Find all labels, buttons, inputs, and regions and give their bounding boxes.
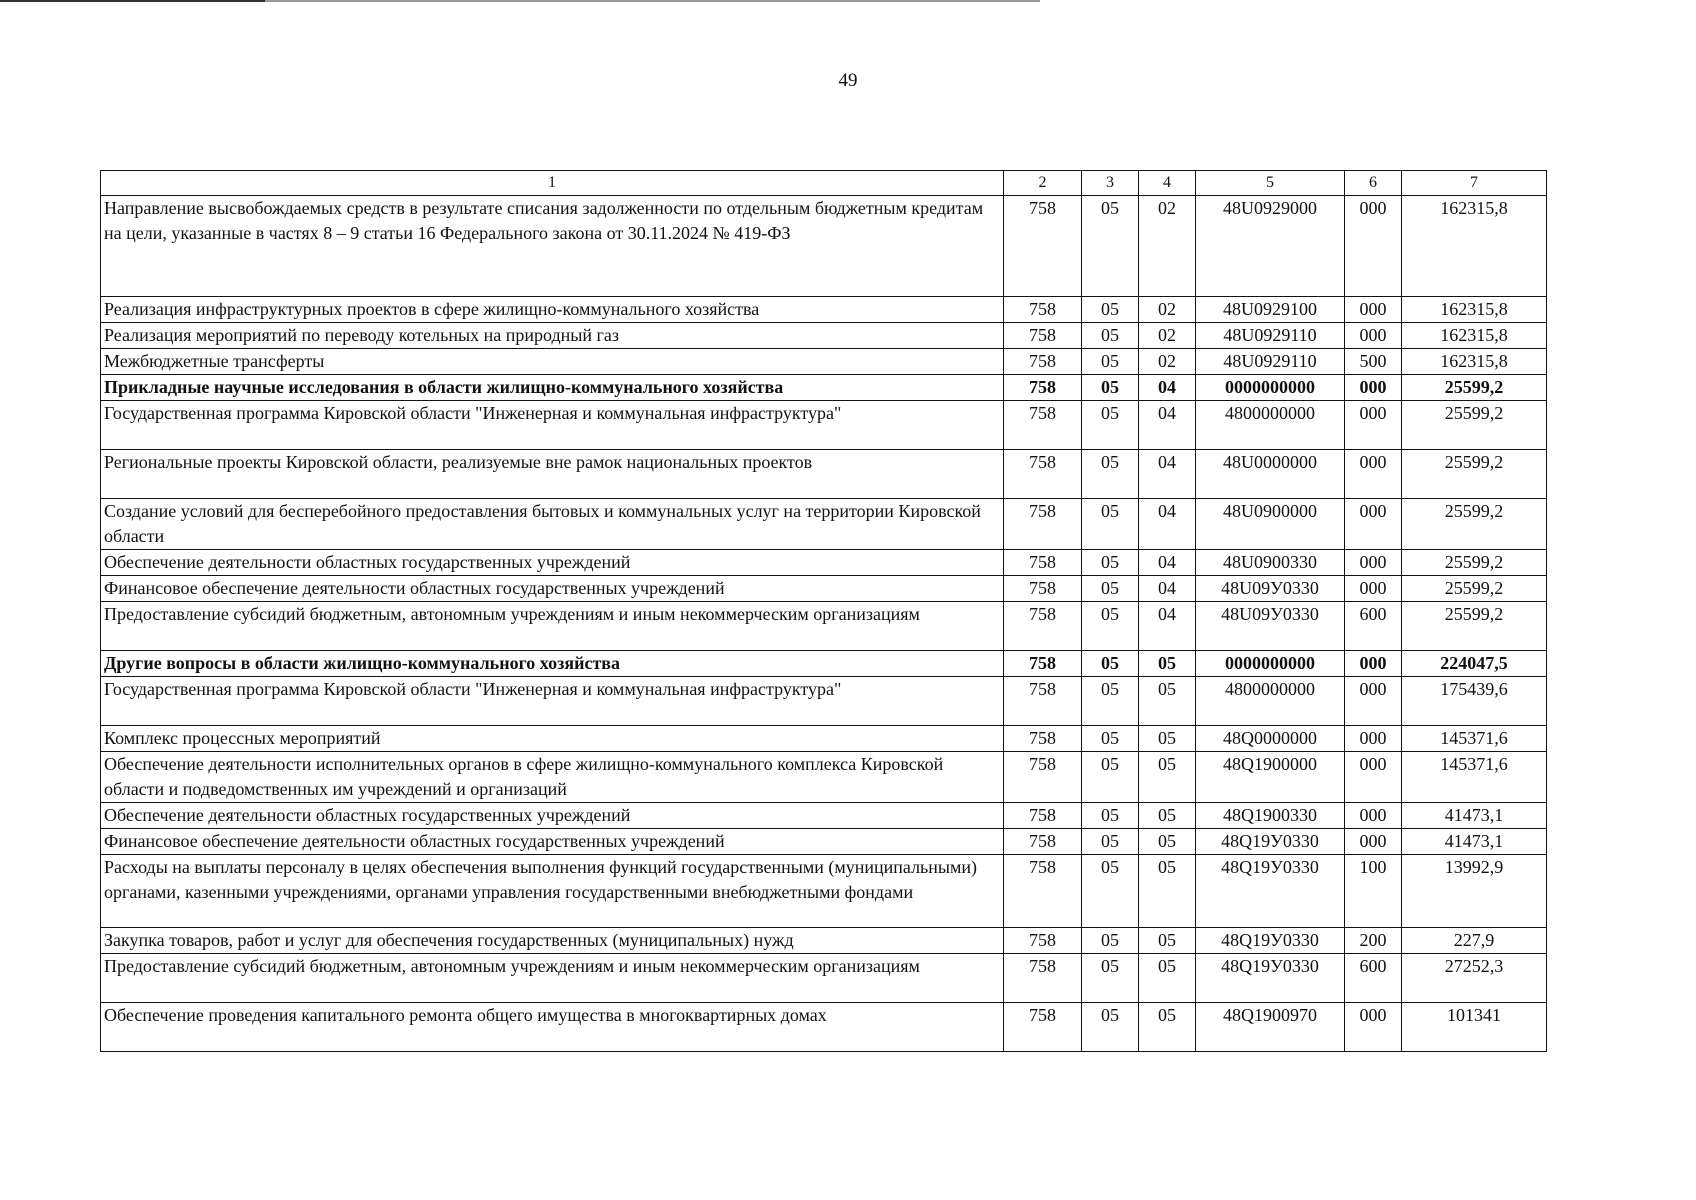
table-row xyxy=(101,1003,1547,1052)
row-cell-col6: 000 xyxy=(1345,1003,1402,1052)
row-cell-col5: 48Q1900000 xyxy=(1196,752,1345,803)
row-cell-col6: 500 xyxy=(1345,349,1402,375)
row-cell-col4: 05 xyxy=(1139,829,1196,855)
header-cell-5: 5 xyxy=(1196,171,1345,196)
row-name-cell: Предоставление субсидий бюджетным, автономным учреждениям и иным некоммерческим организациям xyxy=(101,602,1004,651)
header-cell-2: 2 xyxy=(1004,171,1082,196)
row-cell-col5: 48U09У0330 xyxy=(1196,576,1345,602)
row-cell-col3: 05 xyxy=(1082,349,1139,375)
row-cell-col2: 758 xyxy=(1004,550,1082,576)
row-amount-cell: 25599,2 xyxy=(1402,550,1547,576)
table-row xyxy=(101,651,1547,677)
row-cell-col6: 000 xyxy=(1345,752,1402,803)
row-amount-cell: 145371,6 xyxy=(1402,726,1547,752)
row-amount-cell: 25599,2 xyxy=(1402,375,1547,401)
row-cell-col3: 05 xyxy=(1082,602,1139,651)
row-cell-col4: 04 xyxy=(1139,602,1196,651)
row-name-cell: Межбюджетные трансферты xyxy=(101,349,1004,375)
row-cell-col5: 48U0929000 xyxy=(1196,196,1345,297)
row-cell-col5: 48Q1900970 xyxy=(1196,1003,1345,1052)
row-name-cell: Государственная программа Кировской области "Инженерная и коммунальная инфраструктура" xyxy=(101,401,1004,450)
row-cell-col3: 05 xyxy=(1082,954,1139,1003)
row-cell-col3: 05 xyxy=(1082,499,1139,550)
row-cell-col6: 000 xyxy=(1345,651,1402,677)
row-cell-col5: 48Q1900330 xyxy=(1196,803,1345,829)
table-row xyxy=(101,954,1547,1003)
row-cell-col2: 758 xyxy=(1004,196,1082,297)
row-cell-col2: 758 xyxy=(1004,349,1082,375)
header-cell-7: 7 xyxy=(1402,171,1547,196)
header-cell-6: 6 xyxy=(1345,171,1402,196)
row-cell-col5: 48Q19У0330 xyxy=(1196,829,1345,855)
row-cell-col3: 05 xyxy=(1082,726,1139,752)
row-amount-cell: 224047,5 xyxy=(1402,651,1547,677)
row-cell-col4: 02 xyxy=(1139,349,1196,375)
scan-top-edge-line-dark xyxy=(0,0,265,2)
row-cell-col4: 05 xyxy=(1139,855,1196,928)
row-cell-col2: 758 xyxy=(1004,602,1082,651)
row-cell-col6: 600 xyxy=(1345,602,1402,651)
row-cell-col3: 05 xyxy=(1082,752,1139,803)
row-cell-col4: 04 xyxy=(1139,576,1196,602)
row-cell-col2: 758 xyxy=(1004,954,1082,1003)
row-name-cell: Создание условий для бесперебойного предоставления бытовых и коммунальных услуг на территории Кировской области xyxy=(101,499,1004,550)
row-cell-col2: 758 xyxy=(1004,576,1082,602)
header-cell-1: 1 xyxy=(101,171,1004,196)
row-amount-cell: 25599,2 xyxy=(1402,499,1547,550)
row-cell-col3: 05 xyxy=(1082,677,1139,726)
row-cell-col6: 000 xyxy=(1345,829,1402,855)
row-amount-cell: 162315,8 xyxy=(1402,297,1547,323)
row-cell-col6: 600 xyxy=(1345,954,1402,1003)
table-row xyxy=(101,401,1547,450)
row-amount-cell: 25599,2 xyxy=(1402,450,1547,499)
row-cell-col3: 05 xyxy=(1082,401,1139,450)
row-name-cell: Реализация инфраструктурных проектов в сфере жилищно-коммунального хозяйства xyxy=(101,297,1004,323)
row-cell-col5: 48U0929110 xyxy=(1196,323,1345,349)
row-cell-col4: 05 xyxy=(1139,1003,1196,1052)
table-row xyxy=(101,349,1547,375)
row-cell-col2: 758 xyxy=(1004,297,1082,323)
row-name-cell: Обеспечение деятельности областных государственных учреждений xyxy=(101,550,1004,576)
row-cell-col5: 0000000000 xyxy=(1196,375,1345,401)
row-cell-col6: 000 xyxy=(1345,450,1402,499)
table-row xyxy=(101,752,1547,803)
row-cell-col6: 000 xyxy=(1345,550,1402,576)
row-cell-col6: 000 xyxy=(1345,196,1402,297)
row-amount-cell: 13992,9 xyxy=(1402,855,1547,928)
row-cell-col6: 000 xyxy=(1345,803,1402,829)
row-cell-col2: 758 xyxy=(1004,323,1082,349)
row-cell-col4: 05 xyxy=(1139,726,1196,752)
budget-table xyxy=(100,170,1547,1052)
row-cell-col6: 000 xyxy=(1345,401,1402,450)
row-cell-col4: 05 xyxy=(1139,928,1196,954)
row-name-cell: Региональные проекты Кировской области, реализуемые вне рамок национальных проектов xyxy=(101,450,1004,499)
row-cell-col6: 000 xyxy=(1345,499,1402,550)
row-amount-cell: 175439,6 xyxy=(1402,677,1547,726)
row-name-cell: Другие вопросы в области жилищно-коммунального хозяйства xyxy=(101,651,1004,677)
row-cell-col4: 02 xyxy=(1139,196,1196,297)
table-row xyxy=(101,602,1547,651)
row-cell-col5: 48U0000000 xyxy=(1196,450,1345,499)
row-name-cell: Направление высвобождаемых средств в результате списания задолженности по отдельным бюджетным кредитам на цели, указанные в частях 8 – 9 статьи 16 Федерального закона от 30.11.2024 № 419-ФЗ xyxy=(101,196,1004,297)
table-row xyxy=(101,576,1547,602)
row-cell-col4: 04 xyxy=(1139,499,1196,550)
row-cell-col2: 758 xyxy=(1004,803,1082,829)
row-cell-col2: 758 xyxy=(1004,375,1082,401)
row-cell-col2: 758 xyxy=(1004,1003,1082,1052)
row-cell-col2: 758 xyxy=(1004,677,1082,726)
row-cell-col4: 05 xyxy=(1139,651,1196,677)
row-amount-cell: 27252,3 xyxy=(1402,954,1547,1003)
row-cell-col6: 100 xyxy=(1345,855,1402,928)
row-cell-col5: 48U09У0330 xyxy=(1196,602,1345,651)
row-cell-col4: 05 xyxy=(1139,752,1196,803)
row-cell-col3: 05 xyxy=(1082,829,1139,855)
row-amount-cell: 162315,8 xyxy=(1402,323,1547,349)
row-cell-col2: 758 xyxy=(1004,855,1082,928)
row-cell-col3: 05 xyxy=(1082,651,1139,677)
row-cell-col3: 05 xyxy=(1082,576,1139,602)
row-name-cell: Комплекс процессных мероприятий xyxy=(101,726,1004,752)
row-cell-col4: 04 xyxy=(1139,450,1196,499)
row-cell-col2: 758 xyxy=(1004,752,1082,803)
row-cell-col6: 000 xyxy=(1345,323,1402,349)
row-cell-col3: 05 xyxy=(1082,375,1139,401)
header-cell-3: 3 xyxy=(1082,171,1139,196)
row-cell-col3: 05 xyxy=(1082,323,1139,349)
table-row xyxy=(101,323,1547,349)
row-cell-col5: 48Q19У0330 xyxy=(1196,928,1345,954)
row-amount-cell: 162315,8 xyxy=(1402,196,1547,297)
row-cell-col6: 000 xyxy=(1345,375,1402,401)
row-amount-cell: 25599,2 xyxy=(1402,576,1547,602)
row-cell-col5: 48Q19У0330 xyxy=(1196,954,1345,1003)
row-cell-col3: 05 xyxy=(1082,550,1139,576)
table-row xyxy=(101,297,1547,323)
row-cell-col5: 48U0929100 xyxy=(1196,297,1345,323)
row-name-cell: Обеспечение деятельности исполнительных органов в сфере жилищно-коммунального комплекса Кировской области и подведомственных им учреждений и организаций xyxy=(101,752,1004,803)
row-cell-col3: 05 xyxy=(1082,297,1139,323)
table-row xyxy=(101,803,1547,829)
row-cell-col5: 48Q19У0330 xyxy=(1196,855,1345,928)
table-row xyxy=(101,550,1547,576)
row-name-cell: Государственная программа Кировской области "Инженерная и коммунальная инфраструктура" xyxy=(101,677,1004,726)
row-cell-col2: 758 xyxy=(1004,450,1082,499)
row-amount-cell: 25599,2 xyxy=(1402,401,1547,450)
row-amount-cell: 101341 xyxy=(1402,1003,1547,1052)
row-amount-cell: 25599,2 xyxy=(1402,602,1547,651)
row-cell-col4: 02 xyxy=(1139,323,1196,349)
table-row xyxy=(101,499,1547,550)
row-name-cell: Предоставление субсидий бюджетным, автономным учреждениям и иным некоммерческим организациям xyxy=(101,954,1004,1003)
row-cell-col3: 05 xyxy=(1082,855,1139,928)
row-name-cell: Обеспечение деятельности областных государственных учреждений xyxy=(101,803,1004,829)
row-cell-col4: 05 xyxy=(1139,677,1196,726)
row-name-cell: Финансовое обеспечение деятельности областных государственных учреждений xyxy=(101,829,1004,855)
row-cell-col2: 758 xyxy=(1004,928,1082,954)
row-cell-col4: 05 xyxy=(1139,954,1196,1003)
row-cell-col6: 000 xyxy=(1345,297,1402,323)
row-amount-cell: 162315,8 xyxy=(1402,349,1547,375)
row-cell-col3: 05 xyxy=(1082,196,1139,297)
table-row xyxy=(101,928,1547,954)
row-cell-col4: 04 xyxy=(1139,550,1196,576)
row-cell-col2: 758 xyxy=(1004,401,1082,450)
row-cell-col3: 05 xyxy=(1082,450,1139,499)
header-cell-4: 4 xyxy=(1139,171,1196,196)
table-row xyxy=(101,196,1547,297)
row-cell-col5: 4800000000 xyxy=(1196,401,1345,450)
row-cell-col5: 48U0900330 xyxy=(1196,550,1345,576)
row-cell-col6: 000 xyxy=(1345,677,1402,726)
row-cell-col3: 05 xyxy=(1082,1003,1139,1052)
row-cell-col6: 000 xyxy=(1345,576,1402,602)
page-number: 49 xyxy=(838,70,858,91)
row-cell-col5: 48U0900000 xyxy=(1196,499,1345,550)
row-cell-col5: 48Q0000000 xyxy=(1196,726,1345,752)
row-amount-cell: 41473,1 xyxy=(1402,829,1547,855)
table-row xyxy=(101,375,1547,401)
row-name-cell: Финансовое обеспечение деятельности областных государственных учреждений xyxy=(101,576,1004,602)
row-cell-col3: 05 xyxy=(1082,803,1139,829)
table-row xyxy=(101,829,1547,855)
row-cell-col6: 000 xyxy=(1345,726,1402,752)
row-cell-col2: 758 xyxy=(1004,651,1082,677)
row-cell-col2: 758 xyxy=(1004,829,1082,855)
row-amount-cell: 145371,6 xyxy=(1402,752,1547,803)
row-cell-col4: 04 xyxy=(1139,401,1196,450)
row-cell-col2: 758 xyxy=(1004,726,1082,752)
row-name-cell: Расходы на выплаты персоналу в целях обеспечения выполнения функций государственными (муниципальными) органами, казенными учреждениями, органами управления государственными внебюджетными фондами xyxy=(101,855,1004,928)
row-name-cell: Закупка товаров, работ и услуг для обеспечения государственных (муниципальных) нужд xyxy=(101,928,1004,954)
row-amount-cell: 227,9 xyxy=(1402,928,1547,954)
row-cell-col4: 04 xyxy=(1139,375,1196,401)
table-row xyxy=(101,677,1547,726)
row-cell-col5: 48U0929110 xyxy=(1196,349,1345,375)
row-name-cell: Реализация мероприятий по переводу котельных на природный газ xyxy=(101,323,1004,349)
row-cell-col3: 05 xyxy=(1082,928,1139,954)
row-cell-col5: 0000000000 xyxy=(1196,651,1345,677)
table-header-row xyxy=(101,171,1547,196)
row-cell-col4: 02 xyxy=(1139,297,1196,323)
row-cell-col5: 4800000000 xyxy=(1196,677,1345,726)
row-name-cell: Прикладные научные исследования в области жилищно-коммунального хозяйства xyxy=(101,375,1004,401)
row-cell-col2: 758 xyxy=(1004,499,1082,550)
table-row xyxy=(101,855,1547,928)
row-cell-col4: 05 xyxy=(1139,803,1196,829)
table-row xyxy=(101,450,1547,499)
row-amount-cell: 41473,1 xyxy=(1402,803,1547,829)
table-row xyxy=(101,726,1547,752)
row-name-cell: Обеспечение проведения капитального ремонта общего имущества в многоквартирных домах xyxy=(101,1003,1004,1052)
row-cell-col6: 200 xyxy=(1345,928,1402,954)
